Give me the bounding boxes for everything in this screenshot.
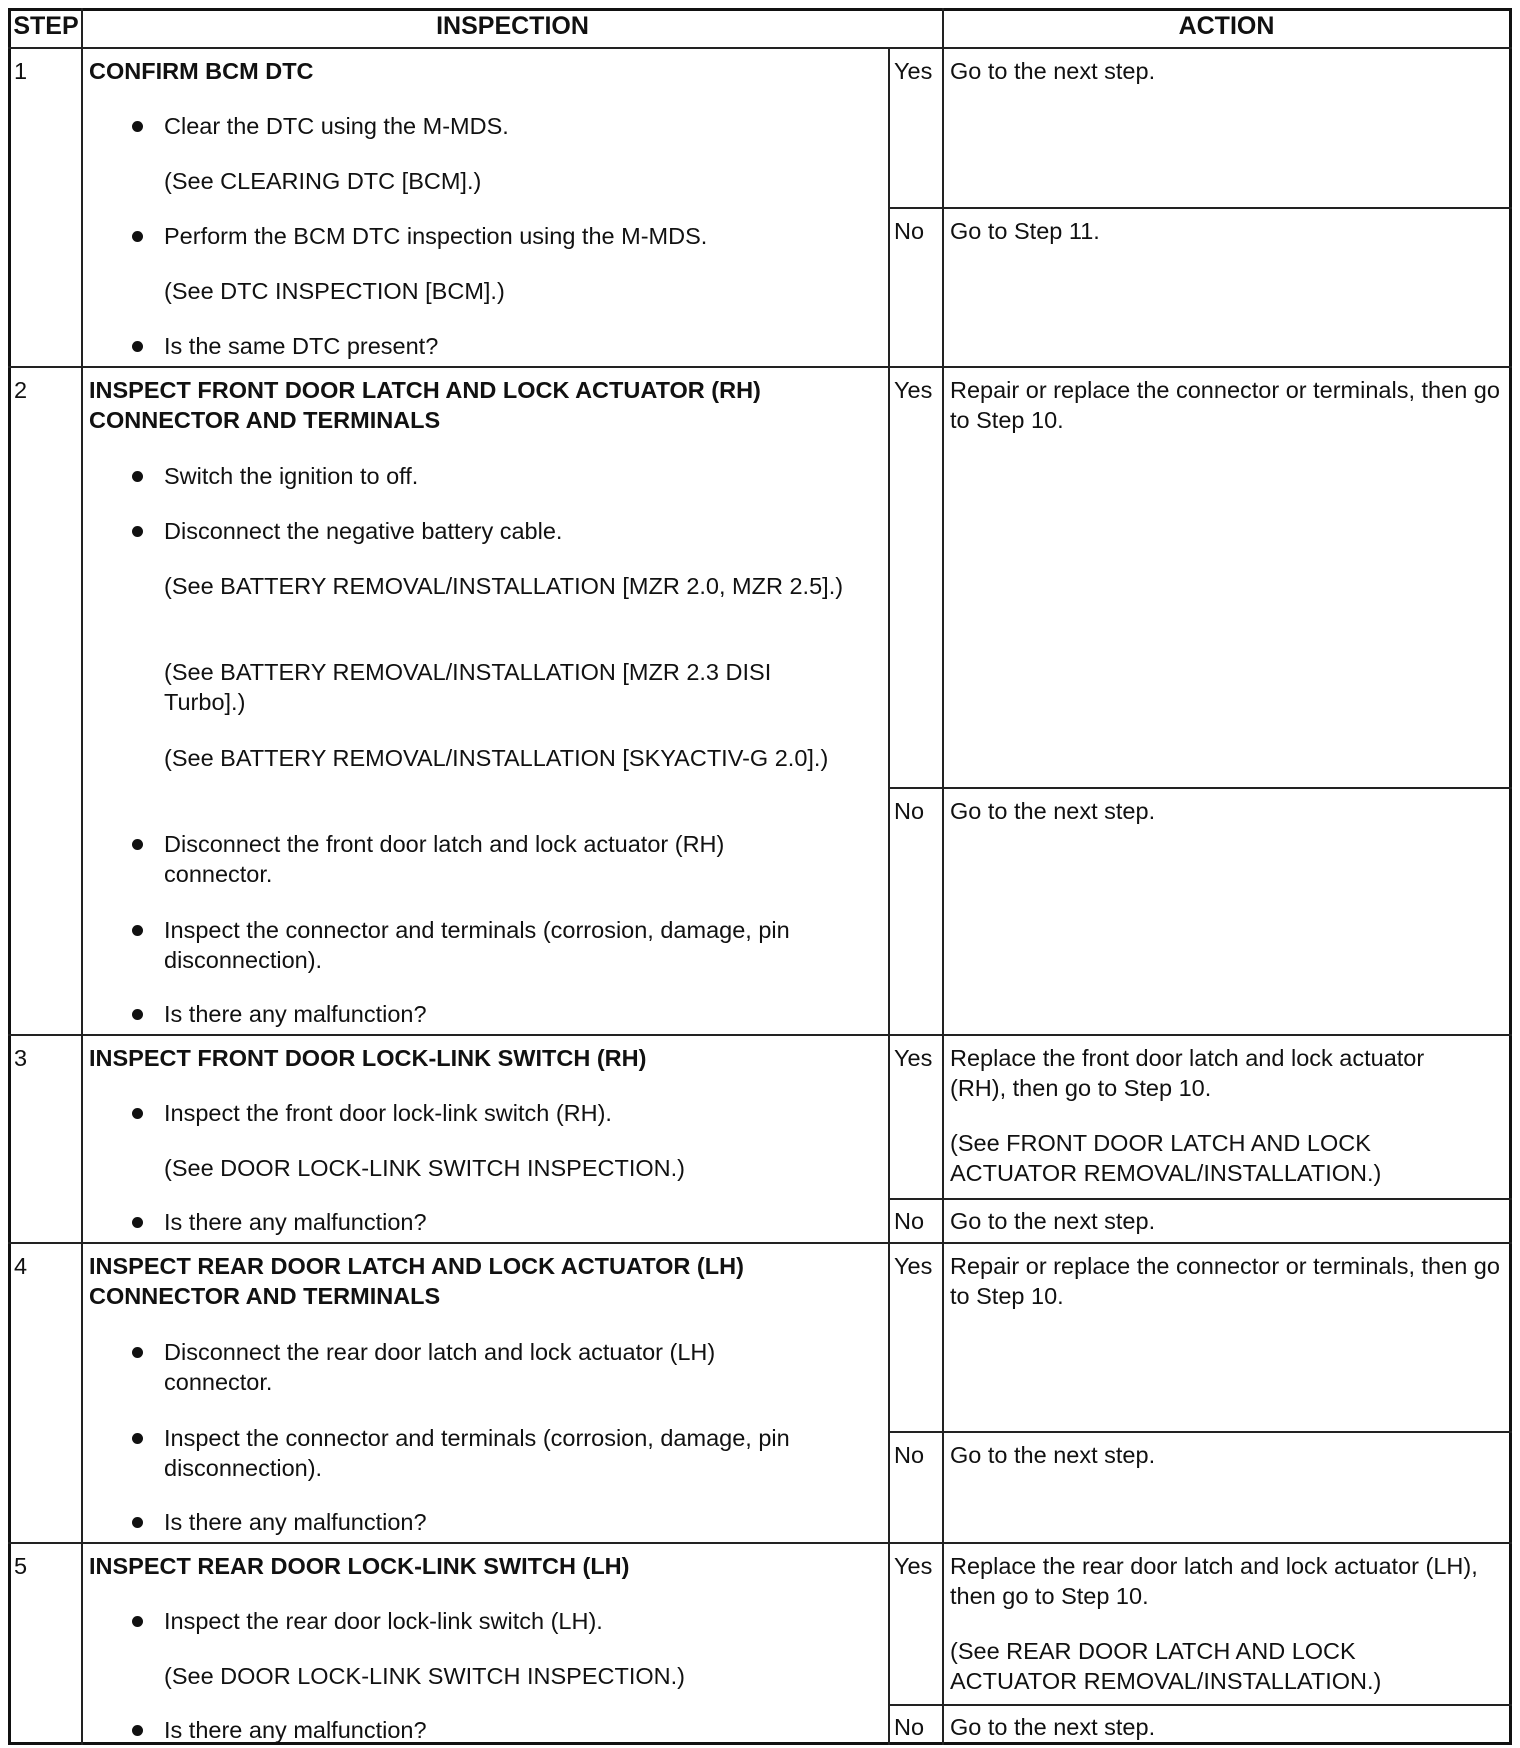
header-divider <box>8 47 1512 49</box>
row-divider <box>8 1034 1512 1036</box>
step-number: 2 <box>14 377 28 403</box>
bullet-icon <box>132 1217 143 1228</box>
yes-label: Yes <box>894 1045 933 1071</box>
inspection-question: Is there any malfunction? <box>164 1001 427 1027</box>
bullet-icon <box>132 341 143 352</box>
row-divider <box>8 1242 1512 1244</box>
header-action: ACTION <box>1178 12 1275 40</box>
bullet-icon <box>132 231 143 242</box>
inspection-question: Is there any malfunction? <box>164 1209 427 1235</box>
yes-label: Yes <box>894 1253 933 1279</box>
step-title: INSPECT REAR DOOR LOCK-LINK SWITCH (LH) <box>89 1553 630 1579</box>
no-label: No <box>894 1442 925 1468</box>
no-label: No <box>894 1208 925 1234</box>
yes-no-divider <box>888 1198 1512 1200</box>
yes-action: Repair or replace the connector or terminals, then go to Step 10. <box>950 377 1500 433</box>
inspection-reference: (See BATTERY REMOVAL/INSTALLATION [MZR 2.3 DISI Turbo].) <box>164 659 772 715</box>
yes-no-divider <box>888 787 1512 789</box>
no-action: Go to the next step. <box>950 1442 1156 1468</box>
no-action: Go to Step 11. <box>950 218 1100 244</box>
step-number: 1 <box>14 58 28 84</box>
yes-action-reference: (See FRONT DOOR LATCH AND LOCK ACTUATOR REMOVAL/INSTALLATION.) <box>950 1130 1382 1186</box>
inspection-line: Inspect the rear door lock-link switch (LH). <box>164 1608 603 1634</box>
inspection-question: Is there any malfunction? <box>164 1717 427 1743</box>
bullet-icon <box>132 1725 143 1736</box>
col-divider-step <box>81 8 83 1745</box>
inspection-line: Inspect the connector and terminals (corrosion, damage, pin disconnection). <box>164 1425 790 1481</box>
inspection-line: Disconnect the front door latch and lock actuator (RH) connector. <box>164 831 725 887</box>
inspection-line: Clear the DTC using the M-MDS. <box>164 113 509 139</box>
inspection-line: Inspect the connector and terminals (corrosion, damage, pin disconnection). <box>164 917 790 973</box>
no-label: No <box>894 1714 925 1740</box>
step-number: 3 <box>14 1045 28 1071</box>
step-title: INSPECT REAR DOOR LATCH AND LOCK ACTUATOR (LH) CONNECTOR AND TERMINALS <box>89 1253 744 1309</box>
bullet-icon <box>132 1347 143 1358</box>
col-divider-inspection <box>942 8 944 1745</box>
bullet-icon <box>132 1517 143 1528</box>
inspection-line: Disconnect the negative battery cable. <box>164 518 563 544</box>
yes-no-divider <box>888 1704 1512 1706</box>
no-action: Go to the next step. <box>950 1208 1156 1234</box>
inspection-line: Disconnect the rear door latch and lock actuator (LH) connector. <box>164 1339 716 1395</box>
no-action: Go to the next step. <box>950 1714 1156 1740</box>
yes-no-divider <box>888 207 1512 209</box>
yes-action: Repair or replace the connector or terminals, then go to Step 10. <box>950 1253 1500 1309</box>
bullet-icon <box>132 1616 143 1627</box>
yes-action: Replace the rear door latch and lock actuator (LH), then go to Step 10. <box>950 1553 1478 1609</box>
inspection-line: Perform the BCM DTC inspection using the M-MDS. <box>164 223 708 249</box>
inspection-line: Switch the ignition to off. <box>164 463 419 489</box>
inspection-reference: (See DOOR LOCK-LINK SWITCH INSPECTION.) <box>164 1155 685 1181</box>
step-number: 5 <box>14 1553 28 1579</box>
row-divider <box>8 366 1512 368</box>
inspection-line: Inspect the front door lock-link switch (RH). <box>164 1100 612 1126</box>
bullet-icon <box>132 1009 143 1020</box>
inspection-reference: (See BATTERY REMOVAL/INSTALLATION [SKYACTIV-G 2.0].) <box>164 745 829 771</box>
step-title: CONFIRM BCM DTC <box>89 58 314 84</box>
yes-action-reference: (See REAR DOOR LATCH AND LOCK ACTUATOR REMOVAL/INSTALLATION.) <box>950 1638 1382 1694</box>
step-number: 4 <box>14 1253 28 1279</box>
step-title: INSPECT FRONT DOOR LOCK-LINK SWITCH (RH) <box>89 1045 647 1071</box>
no-action: Go to the next step. <box>950 798 1156 824</box>
yes-label: Yes <box>894 58 933 84</box>
no-label: No <box>894 218 925 244</box>
bullet-icon <box>132 121 143 132</box>
bullet-icon <box>132 925 143 936</box>
inspection-question: Is the same DTC present? <box>164 333 439 359</box>
step-title: INSPECT FRONT DOOR LATCH AND LOCK ACTUATOR (RH) CONNECTOR AND TERMINALS <box>89 377 761 433</box>
inspection-reference: (See BATTERY REMOVAL/INSTALLATION [MZR 2.0, MZR 2.5].) <box>164 573 844 599</box>
header-inspection: INSPECTION <box>436 12 589 40</box>
yes-action: Go to the next step. <box>950 58 1156 84</box>
bullet-icon <box>132 526 143 537</box>
col-divider-result <box>888 48 890 1745</box>
inspection-question: Is there any malfunction? <box>164 1509 427 1535</box>
yes-no-divider <box>888 1431 1512 1433</box>
header-step: STEP <box>13 12 79 40</box>
inspection-reference: (See DOOR LOCK-LINK SWITCH INSPECTION.) <box>164 1663 685 1689</box>
no-label: No <box>894 798 925 824</box>
yes-label: Yes <box>894 1553 933 1579</box>
inspection-reference: (See CLEARING DTC [BCM].) <box>164 168 482 194</box>
yes-action: Replace the front door latch and lock actuator (RH), then go to Step 10. <box>950 1045 1425 1101</box>
bullet-icon <box>132 471 143 482</box>
bullet-icon <box>132 839 143 850</box>
bullet-icon <box>132 1433 143 1444</box>
inspection-reference: (See DTC INSPECTION [BCM].) <box>164 278 505 304</box>
yes-label: Yes <box>894 377 933 403</box>
bullet-icon <box>132 1108 143 1119</box>
row-divider <box>8 1542 1512 1544</box>
